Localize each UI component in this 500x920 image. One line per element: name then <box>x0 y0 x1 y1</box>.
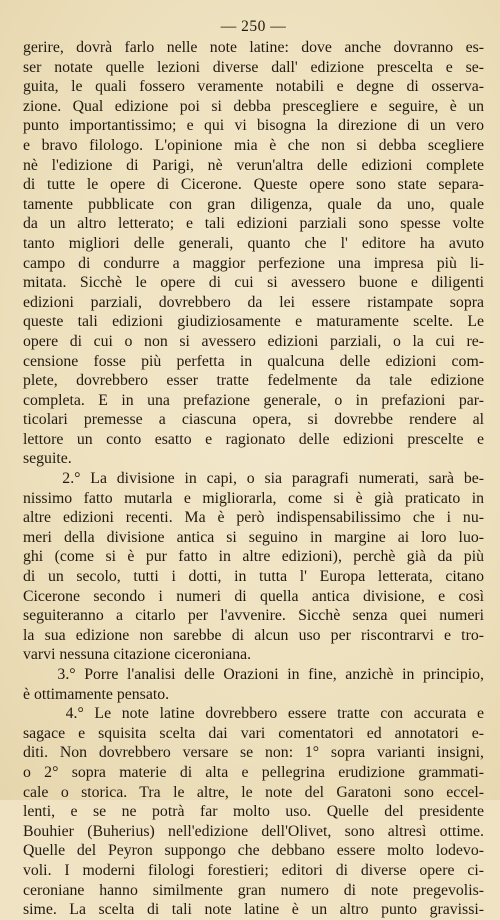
text-line: seguite. <box>23 450 72 468</box>
text-line: voli. I moderni filologi forestieri; editori di diverse opere ci- <box>23 861 484 879</box>
text-line: ceroniane hanno similmente gran numero di note pregevolis- <box>23 881 484 899</box>
text-line: punto importantissimo; e qui vi bisogna la direzione di un vero <box>23 117 484 135</box>
text-line: edizioni parziali, dovrebbero da lei essere ristampate sopra <box>23 293 484 311</box>
text-line: campo di condurre a maggior perfezione una impresa più li- <box>23 254 484 272</box>
text-line: ghi (come si è pur fatto in altre edizioni), perchè già da più <box>23 548 484 566</box>
text-line: queste tali edizioni giudiziosamente e maturamente scelte. Le <box>23 313 484 331</box>
page-text <box>23 38 484 920</box>
text-line: tamente pubblicate con gran diligenza, quale da uno, quale <box>23 195 484 213</box>
text-line: sime. La scelta di tali note latine è un altro punto gravissi- <box>23 901 484 919</box>
text-line: meri della divisione antica si seguino in margine ai loro luo- <box>23 528 484 546</box>
text-line: 3.° Porre l'analisi delle Orazioni in fine, anzichè in principio, <box>23 666 484 683</box>
text-line: nè l'edizione di Parigi, nè verun'altra delle edizioni complete <box>23 156 484 174</box>
text-line: zione. Qual edizione poi si debba prescegliere e seguire, è un <box>23 97 484 115</box>
text-line: ticolari premesse a ciascuna opera, si dovrebbe rendere al <box>23 411 484 429</box>
text-line: plete, dovrebbero esser tratte fedelmente da tale edizione <box>23 372 484 390</box>
text-line: gerire, dovrà farlo nelle note latine: dove anche dovranno es- <box>23 39 484 56</box>
page-number: — 250 — <box>220 18 287 35</box>
text-line: censione fosse più perfetta in qualcuna delle edizioni com- <box>23 352 484 370</box>
text-line: di tutte le opere di Cicerone. Queste opere sono state separa- <box>23 176 484 194</box>
text-line: tanto migliori delle generali, quanto che l' editore ha avuto <box>23 234 484 252</box>
text-line: cale o storica. Tra le altre, le note del Garatoni sono eccel- <box>23 783 484 801</box>
text-line: lettore un conto esatto e ragionato delle edizioni prescelte e <box>23 430 484 448</box>
text-line: Cicerone secondo i numeri di quella antica divisione, e così <box>23 587 484 605</box>
text-line: 4.° Le note latine dovrebbero essere tratte con accurata e <box>23 705 484 723</box>
text-line: da un altro letterato; e tali edizioni parziali sono spesse volte <box>23 215 484 233</box>
text-line: mitata. Sicchè le opere di cui si avessero buone e diligenti <box>23 274 484 292</box>
text-line: di un secolo, tutti i dotti, in tutta l' Europa letterata, citano <box>23 568 484 586</box>
text-line: Bouhier (Buherius) nell'edizione dell'Olivet, sono altresì ottime. <box>23 822 484 840</box>
text-line: o 2° sopra materie di alta e pellegrina erudizione grammati- <box>23 763 484 781</box>
text-line: nissimo fatto mutarla e migliorarla, come si è già praticato in <box>23 489 484 507</box>
text-line: guita, le quali fossero veramente notabili e degne di osserva- <box>23 78 484 96</box>
text-line: seguiteranno a citarlo per l'avvenire. Sicchè senza quei numeri <box>23 607 484 625</box>
text-line: lenti, e se ne potrà far molto uso. Quelle del presidente <box>23 803 484 821</box>
text-line: ser notate quelle lezioni diverse dall' edizione prescelta e se- <box>23 58 484 76</box>
text-line: completa. E in una prefazione generale, o in prefazioni par- <box>23 391 484 409</box>
text-line: altre edizioni recenti. Ma è però indispensabilissimo che i nu- <box>23 509 484 527</box>
text-line: diti. Non dovrebbero versare se non: 1° sopra varianti insigni, <box>23 744 484 762</box>
text-line: opere di cui o non si avessero edizioni parziali, o la cui re- <box>23 332 484 350</box>
text-line: è ottimamente pensato. <box>23 685 170 703</box>
text-line: varvi nessuna citazione ciceroniana. <box>23 646 252 664</box>
text-line: e bravo filologo. L'opinione mia è che non si debba scegliere <box>23 136 484 154</box>
text-line: 2.° La divisione in capi, o sia paragrafi numerati, sarà be- <box>23 470 484 488</box>
text-line: sagace e squisita scelta dai vari comentatori ed annotatori e- <box>23 724 484 742</box>
text-line: Quelle del Peyron suppongo che debbano essere molto lodevo- <box>23 842 484 860</box>
text-line: la sua edizione non sarebbe di alcun uso per riscontrarvi e tro- <box>23 626 484 644</box>
